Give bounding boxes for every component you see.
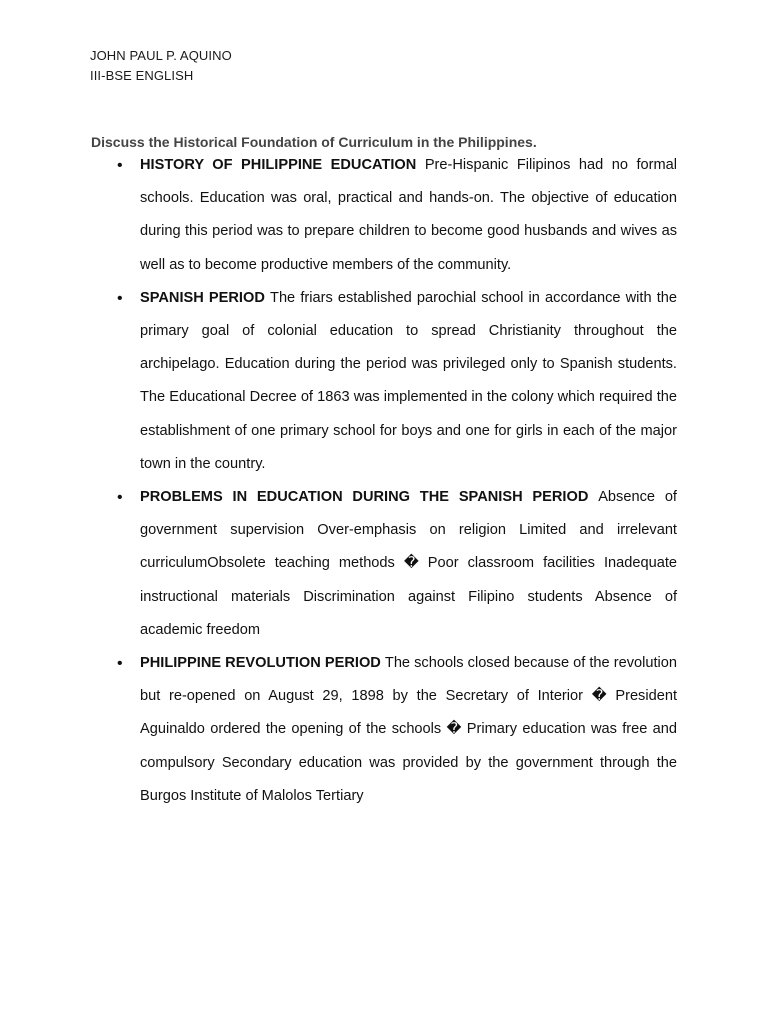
item-term: HISTORY OF PHILIPPINE EDUCATION — [140, 157, 425, 173]
bullet-icon: • — [117, 289, 123, 307]
item-text: The friars established parochial school in accordance with the primary goal of colonial education to spread Christianity throughout the archipelago. Education during the period was privileged only to Spanish students. The Educational Decree of 1863 was implemented in the colony which required the establishment of one primary school for boys and one for girls in each of the major town in the country. — [140, 289, 677, 472]
item-term: PROBLEMS IN EDUCATION DURING THE SPANISH PERIOD — [140, 489, 599, 506]
bullet-icon: • — [117, 655, 123, 673]
author-course: III-BSE ENGLISH — [90, 68, 194, 83]
item-text: The schools closed because of the revolution but re-opened on August 29, 1898 by the Secretary of Interior � President Aguinaldo ordered the opening of the schools � Primary education was free and compulsory Secondary education was provided by the government through the Burgos Institute of Malolos Tertiary — [140, 655, 677, 804]
author-header — [90, 46, 232, 86]
list-item — [117, 481, 677, 647]
item-term: SPANISH PERIOD — [140, 289, 271, 306]
item-text: Pre-Hispanic Filipinos had no formal schools. Education was oral, practical and hands-on. The objective of education during this period was to prepare children to become good husbands and wives as well as to become productive members of the community. — [140, 157, 677, 273]
assignment-prompt: Discuss the Historical Foundation of Curriculum in the Philippines. — [91, 134, 537, 150]
author-name: JOHN PAUL P. AQUINO — [90, 48, 232, 63]
list-item — [117, 647, 677, 813]
list-item — [117, 149, 677, 282]
item-text: Absence of government supervision Over-emphasis on religion Limited and irrelevant curriculumObsolete teaching methods � Poor classroom facilities Inadequate instructional materials Discrimination against Filipino students Absence of academic freedom — [140, 489, 677, 638]
item-term: PHILIPPINE REVOLUTION PERIOD — [140, 655, 385, 672]
bullet-list — [117, 149, 677, 813]
bullet-icon: • — [117, 157, 123, 174]
list-item — [117, 282, 677, 481]
bullet-icon: • — [117, 489, 123, 507]
